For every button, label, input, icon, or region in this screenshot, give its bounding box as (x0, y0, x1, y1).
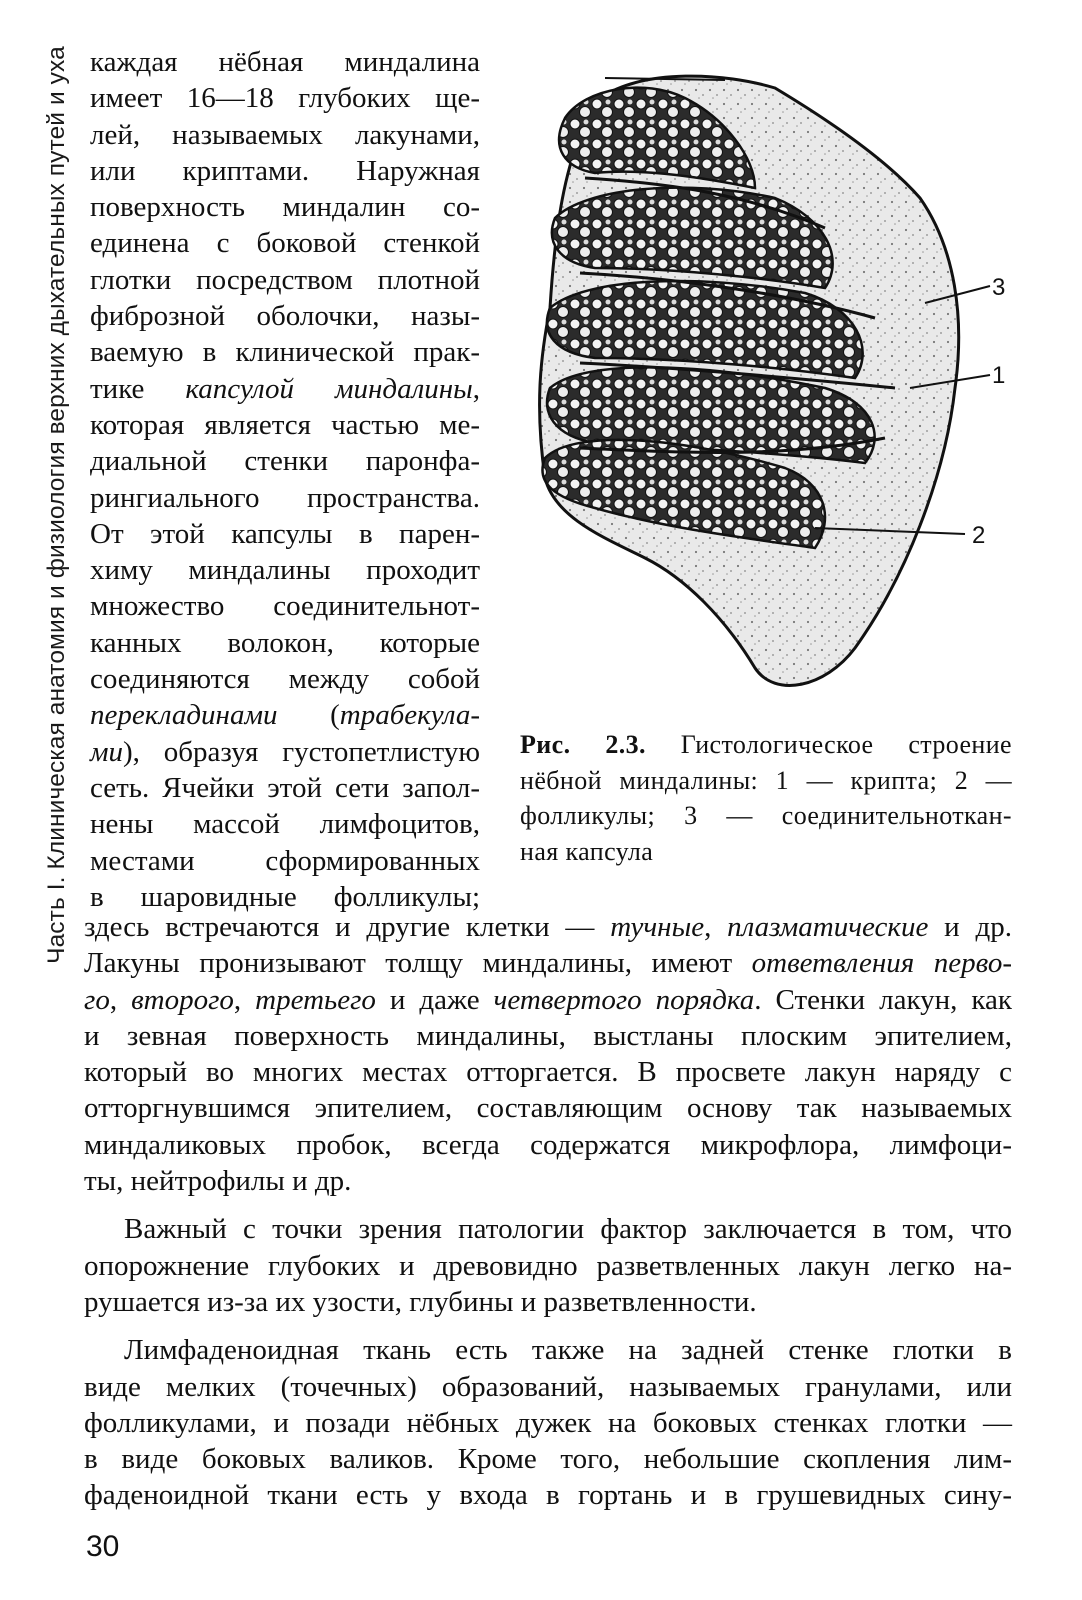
term-third: третьего (255, 983, 376, 1016)
text-run: и др. (928, 911, 1013, 943)
paragraph-gap (84, 1320, 1012, 1332)
page-number: 30 (86, 1530, 120, 1563)
running-head-text: Часть I. Клиническая анатомия и физиология верхних дыхательных путей и уха (43, 46, 70, 964)
text-run: здесь встречаются и другие клетки — (84, 911, 611, 943)
text-line: имеет 16—18 глубоких ще- (90, 82, 480, 115)
text-line: фолликулами, и позади нёбных дужек на боковых стенках глотки — (84, 1406, 1012, 1439)
text-run: , (704, 911, 728, 943)
text-line: единена с боковой стенкой (90, 227, 480, 260)
text-line: глотки посредством плотной (90, 263, 480, 296)
term-first-end: го (84, 983, 110, 1016)
caption-label: Рис. 2.3. (520, 730, 646, 759)
term-trabeculae: трабекула- (339, 699, 480, 732)
caption-line: нёбной миндалины: 1 — крипта; 2 — (520, 765, 1012, 795)
text-line: множество соединительнот- (90, 590, 480, 623)
term-branches: ответвления перво- (751, 947, 1012, 980)
figure-label-3: 3 (992, 274, 1006, 301)
text-line: в шаровидные фолликулы; (90, 880, 480, 913)
text-line: ты, нейтрофилы и др. (84, 1165, 352, 1198)
term-trabeculae-end: ми (90, 735, 124, 768)
text-run: и даже (375, 983, 494, 1016)
text-line: и зевная поверхность миндалины, выстланы плоским эпителием, (84, 1019, 1012, 1052)
text-line (90, 734, 480, 770)
term-fourth-order: четвертого порядка (493, 983, 755, 1016)
running-head (32, 30, 82, 980)
term-mast: тучные (610, 911, 705, 943)
text-line: Лимфаденоидная ткань есть также на задней стенке глотки в (124, 1334, 1012, 1367)
text-line (84, 945, 1012, 981)
text-line (84, 909, 1012, 945)
text-line: канных волокон, которые (90, 626, 480, 659)
text-run: , (233, 983, 256, 1016)
main-text-block (84, 909, 1012, 1514)
text-line: рингиального пространства. (90, 481, 480, 514)
text-run: тике (90, 372, 186, 405)
text-line: фаденоидной ткани есть у входа в гортань и в грушевидных сину- (84, 1479, 1012, 1512)
caption-text: Гистологическое строение (645, 730, 1012, 759)
text-line: ваемую в клинической прак- (90, 336, 480, 369)
text-line: которая является частью ме- (90, 408, 480, 441)
text-line: виде мелких (точечных) образований, называемых гранулами, или (84, 1370, 1012, 1403)
text-line: фиброзной оболочки, назы- (90, 300, 480, 333)
text-run: , (472, 372, 480, 405)
text-line (90, 697, 480, 733)
text-line: миндаликовых пробок, всегда содержатся микрофлора, лимфоци- (84, 1128, 1012, 1161)
text-line: или криптами. Наружная (90, 154, 480, 187)
left-column-text (90, 44, 480, 915)
text-run: ), образуя густопетлистую (123, 735, 480, 768)
text-line: Важный с точки зрения патологии фактор заключается в том, что (124, 1213, 1012, 1246)
text-line (90, 371, 480, 407)
text-line: лей, называемых лакунами, (90, 118, 480, 151)
paragraph-gap (84, 1199, 1012, 1211)
text-line: отторгнувшимся эпителием, составляющим основу так называемых (84, 1092, 1012, 1125)
figure-label-2: 2 (972, 522, 986, 549)
text-line: соединяются между собой (90, 663, 480, 696)
text-line: местами сформированных (90, 844, 480, 877)
tonsil-histology-figure (525, 58, 1015, 708)
text-line: в виде боковых валиков. Кроме того, небольшие скопления лим- (84, 1443, 1012, 1476)
text-run: , (109, 983, 132, 1016)
term-capsule: капсулой миндалины (185, 372, 473, 405)
text-line: опорожнение глубоких и древовидно разветвленных лакун легко на- (84, 1249, 1012, 1282)
text-line: От этой капсулы в парен- (90, 517, 480, 550)
text-run: . Стенки лакун, как (754, 983, 1012, 1016)
text-line: диальной стенки паронфа- (90, 445, 480, 478)
text-line: каждая нёбная миндалина (90, 46, 480, 78)
caption-line: фолликулы; 3 — соединительноткан- (520, 801, 1012, 830)
text-line: сеть. Ячейки этой сети запол- (90, 771, 480, 804)
text-line: нены массой лимфоцитов, (90, 808, 480, 841)
text-run: Лакуны пронизывают толщу миндалины, имеют (84, 947, 752, 980)
text-line: который во многих местах отторгается. В просвете лакун наряду с (84, 1056, 1012, 1089)
caption-line (520, 727, 1012, 763)
caption-line: ная капсула (520, 836, 654, 866)
tonsil-histology-drawing (525, 58, 1015, 708)
text-line: химу миндалины проходит (90, 554, 480, 587)
text-line: поверхность миндалин со- (90, 191, 480, 224)
term-second: второго (131, 983, 234, 1016)
term-plasma: плазматические (727, 911, 929, 943)
figure-label-1: 1 (992, 362, 1006, 389)
text-line (84, 982, 1012, 1018)
term-crossbars: перекладинами (90, 699, 278, 732)
text-line: рушается из-за их узости, глубины и разветвленности. (84, 1285, 757, 1318)
text-run: ( (330, 699, 340, 732)
figure-caption (520, 727, 1012, 869)
